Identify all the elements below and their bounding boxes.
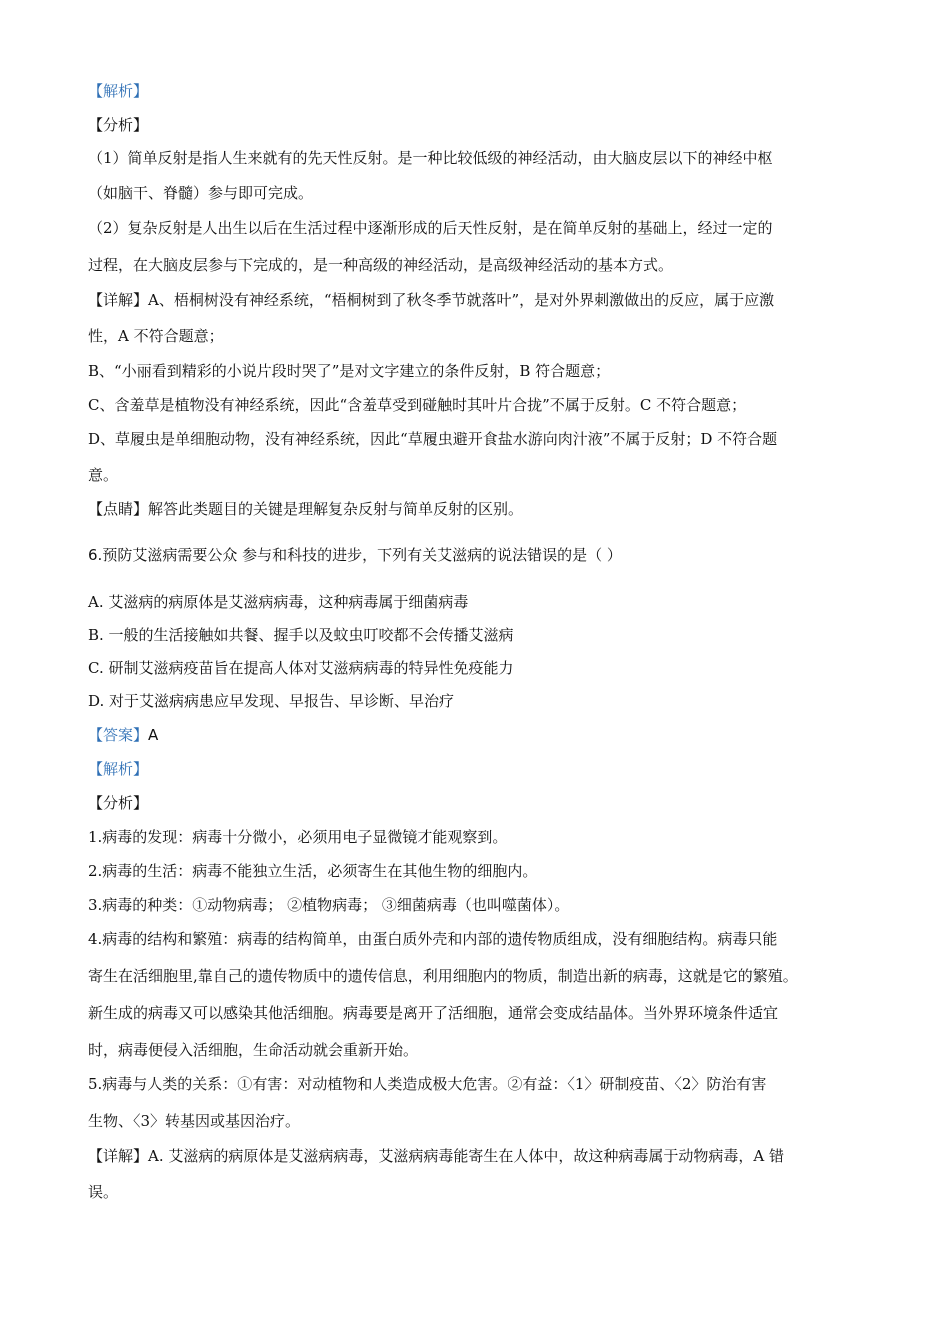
paragraph-line: 【详解】A、梧桐树没有神经系统，“梧桐树到了秋冬季节就落叶”，是对外界刺激做出的反应，属于应激 (88, 291, 775, 309)
paragraph-line: 意。 (88, 466, 119, 484)
section-heading-analysis: 【解析】 (88, 760, 149, 778)
paragraph-line: C、含羞草是植物没有神经系统，因此“含羞草受到碰触时其叶片合拢”不属于反射。C 不符合题意； (88, 396, 747, 414)
option-c: C. 研制艾滋病疫苗旨在提高人体对艾滋病病毒的特异性免疫能力 (88, 659, 514, 677)
option-a: A. 艾滋病的病原体是艾滋病病毒，这种病毒属于细菌病毒 (88, 593, 469, 611)
paragraph-line: 生物、〈3〉转基因或基因治疗。 (88, 1112, 301, 1130)
paragraph-line: （1）简单反射是指人生来就有的先天性反射。是一种比较低级的神经活动，由大脑皮层以下的神经中枢 (88, 149, 773, 167)
answer-label: 【答案】 (88, 726, 149, 744)
paragraph-line: 时，病毒便侵入活细胞，生命活动就会重新开始。 (88, 1041, 419, 1059)
paragraph-line: 2.病毒的生活：病毒不能独立生活，必须寄生在其他生物的细胞内。 (88, 862, 538, 880)
paragraph-line: 误。 (88, 1183, 119, 1201)
answer-value: A (148, 726, 159, 744)
paragraph-line: 过程，在大脑皮层参与下完成的，是一种高级的神经活动，是高级神经活动的基本方式。 (88, 256, 674, 274)
option-d: D. 对于艾滋病病患应早发现、早报告、早诊断、早治疗 (88, 692, 455, 710)
heading-analysis-sub: 【分析】 (88, 116, 149, 134)
answer-line (88, 725, 158, 745)
paragraph-line: 性，A 不符合题意； (88, 327, 224, 345)
paragraph-line: D、草履虫是单细胞动物，没有神经系统，因此“草履虫避开食盐水游向肉汁液”不属于反射；D 不符合题 (88, 430, 778, 448)
question-6-stem (88, 545, 622, 565)
question-stem-text: 预防艾滋病需要公众 参与和科技的进步，下列有关艾滋病的说法错误的是（ ） (102, 546, 622, 564)
paragraph-line: 【详解】A. 艾滋病的病原体是艾滋病病毒，艾滋病病毒能寄生在人体中，故这种病毒属于动物病毒，A 错 (88, 1147, 784, 1165)
paragraph-line: 5.病毒与人类的关系：①有害：对动植物和人类造成极大危害。②有益：〈1〉研制疫苗、〈2〉防治有害 (88, 1075, 767, 1093)
option-b: B. 一般的生活接触如共餐、握手以及蚊虫叮咬都不会传播艾滋病 (88, 626, 514, 644)
paragraph-line: 新生成的病毒又可以感染其他活细胞。病毒要是离开了活细胞，通常会变成结晶体。当外界环境条件适宜 (88, 1004, 779, 1022)
paragraph-line: 寄生在活细胞里,靠自己的遗传物质中的遗传信息，利用细胞内的物质，制造出新的病毒，这就是它的繁殖。 (88, 967, 798, 985)
paragraph-line: B、“小丽看到精彩的小说片段时哭了”是对文字建立的条件反射，B 符合题意； (88, 362, 611, 380)
section-heading-analysis: 【解析】 (88, 82, 149, 100)
paragraph-line: （2）复杂反射是人出生以后在生活过程中逐渐形成的后天性反射，是在简单反射的基础上，经过一定的 (88, 219, 773, 237)
heading-analysis-sub: 【分析】 (88, 794, 149, 812)
question-number: 6. (88, 546, 103, 564)
paragraph-line: 4.病毒的结构和繁殖：病毒的结构简单，由蛋白质外壳和内部的遗传物质组成，没有细胞结构。病毒只能 (88, 930, 778, 948)
paragraph-line: （如脑干、脊髓）参与即可完成。 (88, 184, 314, 202)
paragraph-line: 1.病毒的发现：病毒十分微小，必须用电子显微镜才能观察到。 (88, 828, 508, 846)
tip-line: 【点睛】解答此类题目的关键是理解复杂反射与简单反射的区别。 (88, 500, 524, 518)
paragraph-line: 3.病毒的种类：①动物病毒； ②植物病毒； ③细菌病毒（也叫噬菌体）。 (88, 896, 570, 914)
